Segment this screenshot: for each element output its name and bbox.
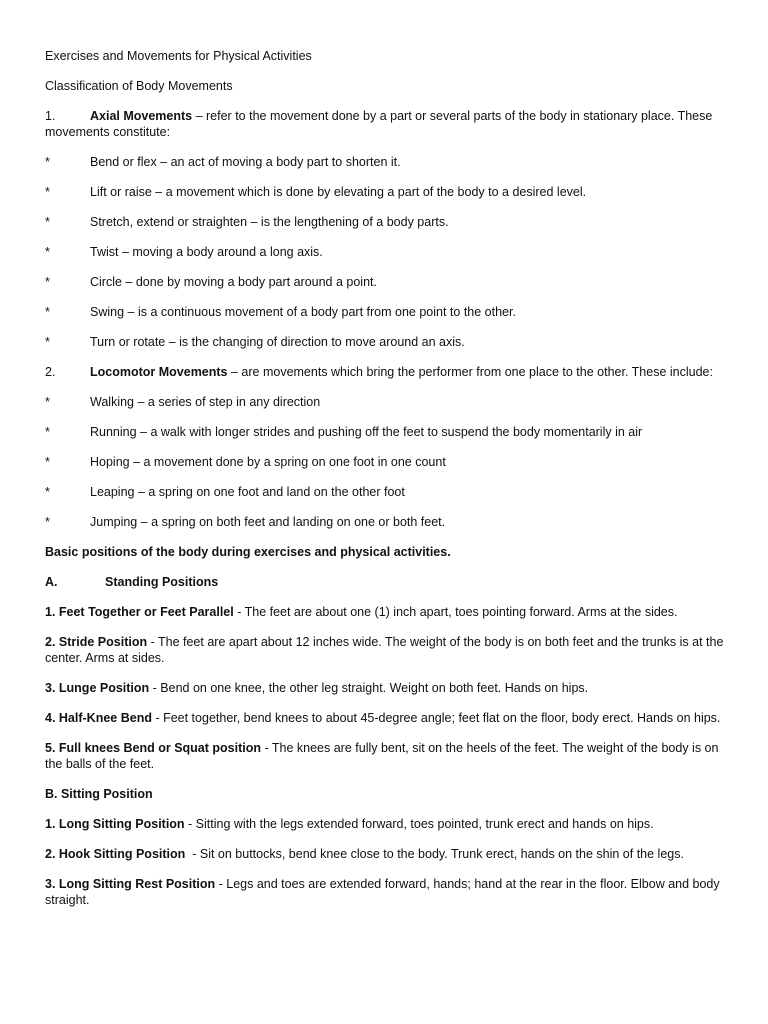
- position-description: - Feet together, bend knees to about 45-degree angle; feet flat on the floor, body erect. Hands on hips.: [151, 711, 721, 725]
- list-item-text: Walking – a series of step in any direction: [90, 395, 321, 409]
- list-item: [45, 334, 725, 350]
- position-term: 1. Long Sitting Position: [45, 817, 185, 831]
- list-item-text: Leaping – a spring on one foot and land on the other foot: [90, 485, 405, 499]
- bullet: *: [45, 305, 50, 319]
- locomotor-number: 2.: [45, 365, 56, 379]
- position-description: - The feet are apart about 12 inches wide. The weight of the body is on both feet and the trunks is at the center. Arms at sides.: [45, 635, 724, 665]
- axial-description: – refer to the movement done by a part or several parts of the body in stationary place. These movements constitute:: [45, 109, 713, 139]
- bullet: *: [45, 185, 50, 199]
- document-title: Exercises and Movements for Physical Activities: [45, 49, 312, 63]
- classification-heading: Classification of Body Movements: [45, 79, 233, 93]
- list-item: [45, 184, 725, 200]
- axial-movements-paragraph: [45, 108, 725, 140]
- list-item: [45, 214, 725, 230]
- position-term: 4. Half-Knee Bend: [45, 711, 152, 725]
- bullet: *: [45, 155, 50, 169]
- list-item: [45, 394, 725, 410]
- position-term: 5. Full knees Bend or Squat position: [45, 741, 261, 755]
- list-item-text: Running – a walk with longer strides and pushing off the feet to suspend the body momentarily in air: [90, 425, 643, 439]
- position-term: 3. Long Sitting Rest Position: [45, 877, 216, 891]
- list-item: [45, 304, 725, 320]
- list-item-text: Swing – is a continuous movement of a body part from one point to the other.: [90, 305, 516, 319]
- list-item: [45, 680, 725, 696]
- list-item: [45, 484, 725, 500]
- list-item-text: Bend or flex – an act of moving a body part to shorten it.: [90, 155, 401, 169]
- list-item: [45, 244, 725, 260]
- list-item: [45, 634, 725, 666]
- position-term: 1. Feet Together or Feet Parallel: [45, 605, 234, 619]
- position-term: 3. Lunge Position: [45, 681, 150, 695]
- list-item: [45, 876, 725, 908]
- standing-heading: Standing Positions: [105, 575, 219, 589]
- list-item-text: Twist – moving a body around a long axis.: [90, 245, 323, 259]
- bullet: *: [45, 485, 50, 499]
- list-item-text: Jumping – a spring on both feet and landing on one or both feet.: [90, 515, 446, 529]
- locomotor-term: Locomotor Movements: [90, 365, 228, 379]
- sitting-position-heading: B. Sitting Position: [45, 787, 153, 801]
- list-item: [45, 604, 725, 620]
- position-description: - The knees are fully bent, sit on the heels of the feet. The weight of the body is on the balls of the feet.: [45, 741, 719, 771]
- locomotor-description: – are movements which bring the performer from one place to the other. These include:: [227, 365, 713, 379]
- position-description: - Legs and toes are extended forward, hands; hand at the rear in the floor. Elbow and body straight.: [45, 877, 720, 907]
- position-term: 2. Hook Sitting Position: [45, 847, 186, 861]
- bullet: *: [45, 215, 50, 229]
- axial-number: 1.: [45, 109, 56, 123]
- position-term: 2. Stride Position: [45, 635, 148, 649]
- bullet: *: [45, 335, 50, 349]
- position-description: - Bend on one knee, the other leg straight. Weight on both feet. Hands on hips.: [149, 681, 589, 695]
- list-item-text: Circle – done by moving a body part around a point.: [90, 275, 377, 289]
- list-item: [45, 424, 725, 440]
- list-item: [45, 154, 725, 170]
- list-item-text: Stretch, extend or straighten – is the lengthening of a body parts.: [90, 215, 449, 229]
- list-item: [45, 514, 725, 530]
- locomotor-movements-paragraph: [45, 364, 725, 380]
- list-item: [45, 740, 725, 772]
- position-description: - Sitting with the legs extended forward, toes pointed, trunk erect and hands on hips.: [184, 817, 654, 831]
- list-item: [45, 710, 725, 726]
- list-item: [45, 846, 725, 862]
- bullet: *: [45, 425, 50, 439]
- list-item-text: Hoping – a movement done by a spring on one foot in one count: [90, 455, 446, 469]
- position-description: - Sit on buttocks, bend knee close to the body. Trunk erect, hands on the shin of the legs.: [185, 847, 684, 861]
- basic-positions-heading: Basic positions of the body during exercises and physical activities.: [45, 545, 451, 559]
- bullet: *: [45, 455, 50, 469]
- list-item-text: Lift or raise – a movement which is done by elevating a part of the body to a desired level.: [90, 185, 587, 199]
- bullet: *: [45, 395, 50, 409]
- bullet: *: [45, 275, 50, 289]
- list-item: [45, 816, 725, 832]
- list-item: [45, 454, 725, 470]
- document-body: [45, 48, 725, 922]
- position-description: - The feet are about one (1) inch apart, toes pointing forward. Arms at the sides.: [233, 605, 678, 619]
- standing-letter: A.: [45, 575, 58, 589]
- bullet: *: [45, 245, 50, 259]
- axial-term: Axial Movements: [90, 109, 193, 123]
- list-item-text: Turn or rotate – is the changing of direction to move around an axis.: [90, 335, 465, 349]
- list-item: [45, 274, 725, 290]
- standing-positions-heading: [45, 574, 725, 590]
- bullet: *: [45, 515, 50, 529]
